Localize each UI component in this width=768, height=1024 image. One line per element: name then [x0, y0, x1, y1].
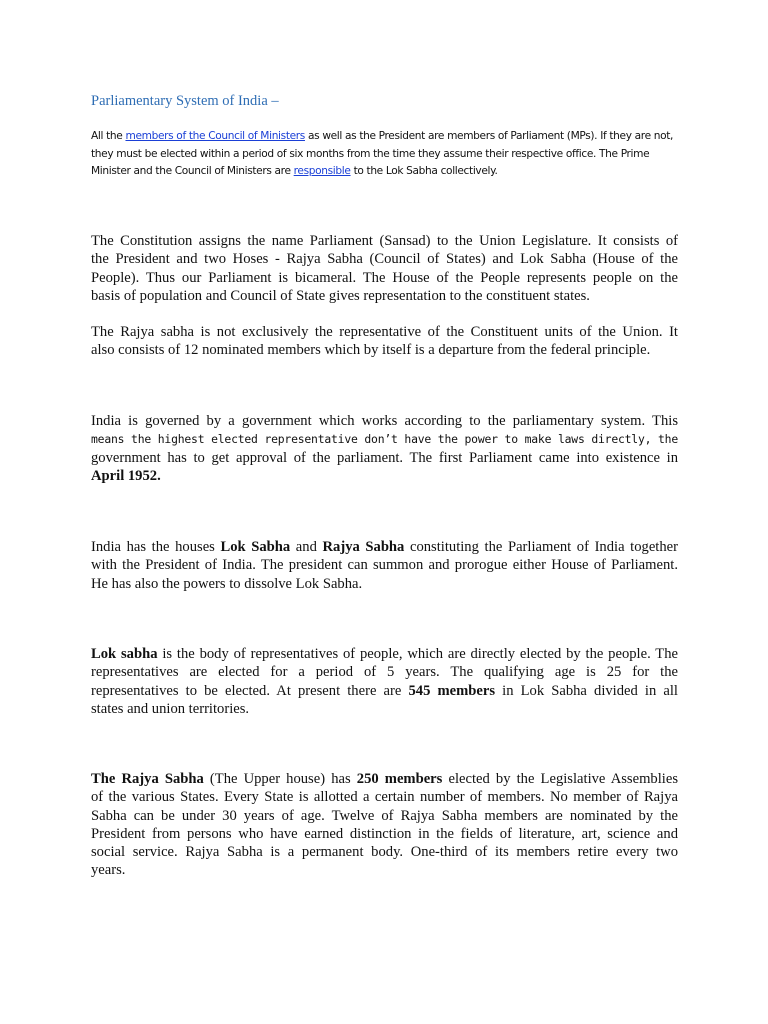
- paragraph-line: also consists of 12 nominated members which by itself is a departure from the federal principle.: [91, 342, 651, 359]
- rajya-sabha-bold: Rajya Sabha: [322, 539, 405, 555]
- paragraph-line: People). Thus our Parliament is bicameral. The House of the People represents people on the: [91, 269, 678, 286]
- paragraph-line: of the various States. Every State is allotted a certain number of members. No member of Rajya: [91, 789, 678, 806]
- text-segment: elected by the Legislative Assemblies: [442, 771, 678, 787]
- paragraph-line: [91, 467, 678, 485]
- paragraph-line: the President and two Hoses - Rajya Sabha (Council of States) and Lok Sabha (House of the: [91, 251, 678, 268]
- date-bold: April 1952.: [91, 467, 161, 484]
- paragraph-line: [91, 538, 678, 556]
- paragraph-line: years.: [91, 862, 126, 879]
- paragraph-line: Sabha can be under 30 years of age. Twelve of Rajya Sabha members are nominated by the: [91, 807, 678, 824]
- paragraph-line: with the President of India. The president can summon and prorogue either House of Parliament.: [91, 557, 678, 574]
- paragraph-line: basis of population and Council of State gives representation to the constituent states.: [91, 287, 590, 304]
- text-segment: in Lok Sabha divided in all: [495, 682, 678, 699]
- intro-text-3: to the Lok Sabha collectively.: [350, 165, 498, 177]
- paragraph-line: India is governed by a government which works according to the parliamentary system. This: [91, 413, 678, 429]
- paragraph-line: President from persons who have earned distinction in the fields of literature, art, science and: [91, 825, 678, 842]
- paragraph-constitution: [91, 232, 678, 305]
- text-segment: constituting the Parliament of India together: [404, 539, 678, 555]
- paragraph-lok-sabha: [91, 645, 678, 718]
- intro-text-2: as well as the President are members of Parliament (MPs). If they are not, they must be elected within a period of six months from the time they assume their respective office. The Prime Minister and the Council of Ministers are: [91, 130, 674, 177]
- page-title: Parliamentary System of India –: [91, 93, 279, 109]
- text-segment: (The Upper house) has: [203, 771, 357, 787]
- members-count-bold: 250 members: [356, 771, 443, 787]
- paragraph-line: The Constitution assigns the name Parliament (Sansad) to the Union Legislature. It consists of: [91, 233, 678, 249]
- paragraph-line: [91, 645, 678, 663]
- rajya-sabha-bold: The Rajya Sabha: [91, 771, 204, 787]
- paragraph-governance: [91, 412, 678, 485]
- paragraph-line: [91, 682, 678, 700]
- members-count-bold: 545 members: [408, 682, 496, 699]
- paragraph-line: government has to get approval of the parliament. The first Parliament came into existence in: [91, 449, 678, 466]
- text-segment: representatives to be elected. At present there are: [91, 682, 409, 699]
- lok-sabha-bold: Lok Sabha: [220, 539, 291, 555]
- text-segment: and: [290, 539, 323, 555]
- paragraph-line: states and union territories.: [91, 700, 250, 717]
- responsible-link[interactable]: responsible: [293, 165, 351, 177]
- paragraph-line: [91, 770, 678, 788]
- paragraph-line: means the highest elected representative don’t have the power to make laws directly, the: [91, 432, 678, 447]
- council-of-ministers-link[interactable]: members of the Council of Ministers: [125, 130, 305, 142]
- paragraph-houses: [91, 538, 678, 593]
- text-segment: India has the houses: [91, 539, 221, 555]
- paragraph-line: social service. Rajya Sabha is a permanent body. One-third of its members retire every two: [91, 844, 678, 861]
- paragraph-rajya-sabha-intro: [91, 323, 678, 360]
- paragraph-line: The Rajya sabha is not exclusively the representative of the Constituent units of the Union. It: [91, 324, 678, 340]
- lok-sabha-bold: Lok sabha: [91, 646, 158, 662]
- text-segment: is the body of representatives of people, which are directly elected by the people. The: [157, 646, 678, 662]
- paragraph-line: representatives are elected for a period of 5 years. The qualifying age is 25 for the: [91, 664, 678, 681]
- paragraph-line: He has also the powers to dissolve Lok Sabha.: [91, 575, 363, 592]
- paragraph-rajya-sabha: [91, 770, 678, 880]
- intro-paragraph: [91, 128, 678, 181]
- intro-text-1: All the: [91, 130, 126, 142]
